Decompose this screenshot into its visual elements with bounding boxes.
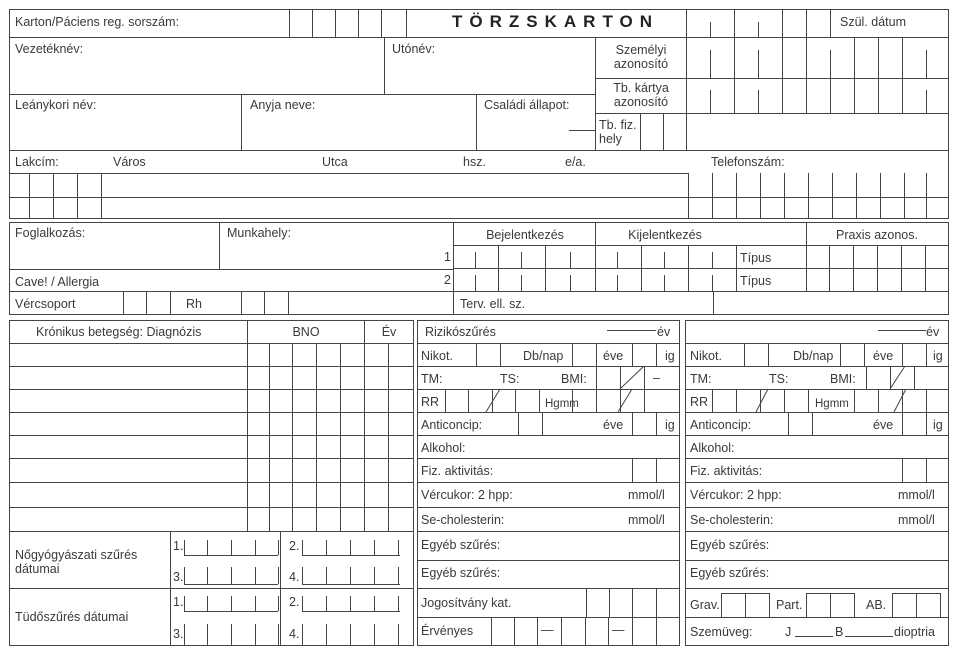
risk-right-anticoncip-ig: ig [933, 418, 943, 432]
kronikus-header: Krónikus betegség: Diagnózis [36, 325, 202, 339]
szemuveg-b-label: B [835, 625, 844, 639]
telefonszam-label: Telefonszám: [711, 155, 785, 169]
nogy-num-3: 3. [173, 570, 184, 584]
risk-left-ts: TS: [500, 372, 520, 386]
risk-left-rr: RR [421, 395, 440, 409]
szemelyi-azonosito-label-1: Személyi [615, 43, 667, 57]
risk-left-eve: éve [603, 349, 624, 363]
tb-kartya-label-1: Tb. kártya [613, 81, 669, 95]
row-1-label: 1 [444, 250, 451, 264]
risk-right-hgmm: Hgmm [815, 398, 849, 410]
nogy-szures-label-1: Nőgyógyászati szűrés [15, 548, 138, 562]
risk-left-mmol-1: mmol/l [628, 488, 665, 502]
rizikoszures-header: Rizikószűrés [425, 325, 496, 339]
risk-right-anticoncip: Anticoncip: [690, 418, 752, 432]
risk-left-alkohol: Alkohol: [421, 441, 466, 455]
jogositvany-label: Jogosítvány kat. [421, 596, 512, 610]
risk-right-ts: TS: [769, 372, 789, 386]
risk-left-ig: ig [665, 349, 675, 363]
tudo-num-2: 2. [289, 595, 300, 609]
risk-left-egyeb-2: Egyéb szűrés: [421, 566, 501, 580]
risk-right-vercukor: Vércukor: 2 hpp: [690, 488, 782, 502]
foglalkozas-label: Foglalkozás: [15, 226, 86, 240]
tb-fiz-hely-label-2: hely [599, 132, 622, 146]
leanykori-nev-label: Leánykori név: [15, 98, 97, 112]
bejelentkezes-label: Bejelentkezés [486, 228, 564, 242]
nogy-num-1: 1. [173, 539, 184, 553]
ervenyes-dash-2: — [612, 623, 625, 637]
risk-right-ig: ig [933, 349, 943, 363]
tb-kartya-label-2: azonosító [613, 95, 669, 109]
utonev-label: Utónév: [392, 42, 436, 56]
risk-left-chol: Se-cholesterin: [421, 513, 505, 527]
nogy-num-4: 4. [289, 570, 300, 584]
risk-right-mmol-1: mmol/l [898, 488, 935, 502]
risk-right-rr: RR [690, 395, 709, 409]
risk-left-vercukor: Vércukor: 2 hpp: [421, 488, 513, 502]
tipus-label-2: Típus [740, 274, 772, 288]
grav-label: Grav. [690, 598, 720, 612]
risk-left-anticoncip-ig: ig [665, 418, 675, 432]
risk-right-nikot: Nikot. [690, 349, 722, 363]
munkahely-label: Munkahely: [227, 226, 291, 240]
risk-right-anticoncip-eve: éve [873, 418, 894, 432]
risk-right-egyeb-1: Egyéb szűrés: [690, 538, 770, 552]
szemelyi-azonosito-label-2: azonosító [613, 57, 669, 71]
vezeteknev-label: Vezetéknév: [15, 42, 84, 56]
vercsoport-label: Vércsoport [15, 297, 76, 311]
karton-sorszam-label: Karton/Páciens reg. sorszám: [15, 15, 179, 29]
risk-left-mmol-2: mmol/l [628, 513, 665, 527]
risk-left-nikot: Nikot. [421, 349, 453, 363]
ea-label: e/a. [565, 155, 586, 169]
risk-right-tm: TM: [690, 372, 712, 386]
risk-right-chol: Se-cholesterin: [690, 513, 774, 527]
anyja-neve-label: Anyja neve: [250, 98, 316, 112]
risk-left-fiz: Fiz. aktivitás: [421, 464, 494, 478]
page-title: TÖRZSKARTON [452, 12, 660, 31]
risk-right-bmi: BMI: [830, 372, 856, 386]
risk-right-alkohol: Alkohol: [690, 441, 735, 455]
tipus-label-1: Típus [740, 251, 772, 265]
risk-left-egyeb-1: Egyéb szűrés: [421, 538, 501, 552]
szemuveg-label: Szemüveg: [690, 625, 753, 639]
bno-header: BNO [292, 325, 320, 339]
szemuveg-j-label: J [785, 625, 792, 639]
tudo-num-3: 3. [173, 627, 184, 641]
risk-right-dbnap: Db/nap [793, 349, 834, 363]
csaladi-allapot-label: Családi állapot: [484, 98, 570, 112]
cave-allergia-label: Cave! / Allergia [15, 275, 100, 289]
risk-right-egyeb-2: Egyéb szűrés: [690, 566, 770, 580]
utca-label: Utca [322, 155, 348, 169]
szul-datum-label: Szül. dátum [840, 15, 907, 29]
ev-header: Év [381, 325, 397, 339]
risk-right-eve: éve [873, 349, 894, 363]
risk-right-fiz: Fiz. aktivitás: [690, 464, 763, 478]
risk-left-anticoncip-eve: éve [603, 418, 624, 432]
ervenyes-dash-1: — [541, 623, 554, 637]
risk-left-bmi-dash: – [653, 371, 660, 385]
risk-left-bmi: BMI: [561, 372, 587, 386]
risk-right-mmol-2: mmol/l [898, 513, 935, 527]
praxis-label: Praxis azonos. [836, 228, 918, 242]
row-2-label: 2 [444, 273, 451, 287]
part-label: Part. [776, 598, 803, 612]
kijelentkezes-label: Kijelentkezés [628, 228, 702, 242]
tudoszures-label: Tüdőszűrés dátumai [15, 610, 129, 624]
nogy-szures-label-2: dátumai [15, 562, 60, 576]
tb-fiz-hely-label-1: Tb. fiz. [599, 118, 637, 132]
tudo-num-4: 4. [289, 627, 300, 641]
hsz-label: hsz. [463, 155, 486, 169]
risk-left-tm: TM: [421, 372, 443, 386]
risk-right-ev: év [926, 325, 940, 339]
risk-left-anticoncip: Anticoncip: [421, 418, 483, 432]
ab-label: AB. [866, 598, 887, 612]
risk-left-dbnap: Db/nap [523, 349, 564, 363]
rh-label: Rh [186, 297, 202, 311]
varos-label: Város [113, 155, 146, 169]
lakcim-label: Lakcím: [15, 155, 59, 169]
nogy-num-2: 2. [289, 539, 300, 553]
tudo-num-1: 1. [173, 595, 184, 609]
risk-left-hgmm: Hgmm [545, 398, 579, 410]
ervenyes-label: Érvényes [421, 624, 474, 638]
dioptria-label: dioptria [894, 625, 935, 639]
risk-left-ev: év [657, 325, 671, 339]
terv-ell-label: Terv. ell. sz. [460, 297, 526, 311]
